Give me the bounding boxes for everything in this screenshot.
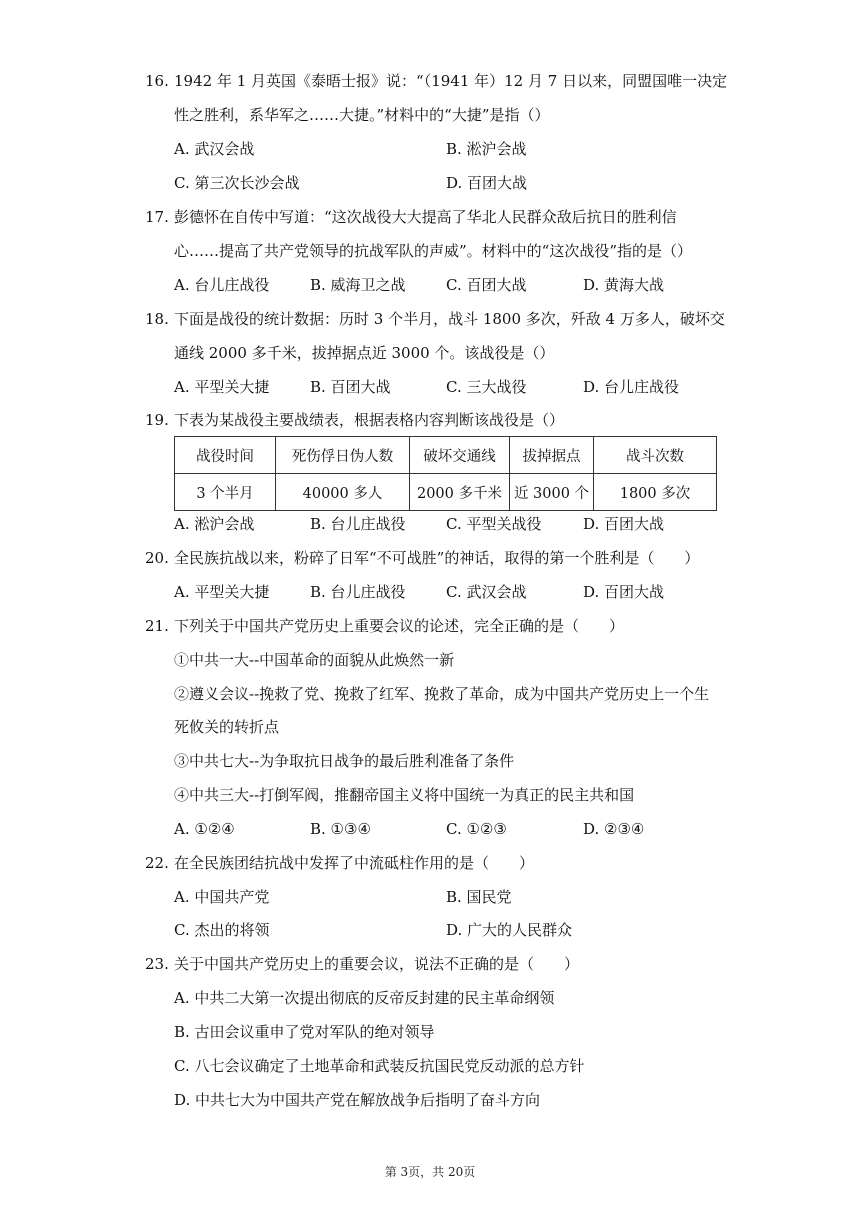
table-header-cell: 死伤俘日伪人数 [276, 437, 410, 474]
question-number: 16. [145, 72, 169, 90]
option-c[interactable]: C. 武汉会战 [446, 583, 527, 601]
option-b[interactable]: B. 台儿庄战役 [310, 515, 406, 533]
option-c[interactable]: C. 平型关战役 [446, 515, 542, 533]
option-a[interactable]: A. 台儿庄战役 [174, 276, 270, 294]
option-d[interactable]: D. 百团大战 [446, 174, 528, 192]
option-c[interactable]: C. 杰出的将领 [174, 921, 270, 939]
statement-item: ③中共七大--为争取抗日战争的最后胜利准备了条件 [174, 752, 515, 770]
battle-stats-table [174, 436, 717, 511]
option-b[interactable]: B. 百团大战 [310, 378, 391, 396]
option-d[interactable]: D. ②③④ [583, 820, 645, 838]
question-text: 全民族抗战以来，粉碎了日军“不可战胜”的神话，取得的第一个胜利是（ ） [174, 549, 700, 567]
option-b[interactable]: B. 威海卫之战 [310, 276, 406, 294]
table-header-cell: 战役时间 [175, 437, 276, 474]
option-d[interactable]: D. 黄海大战 [583, 276, 665, 294]
question-text: 彭德怀在自传中写道：“这次战役大大提高了华北人民群众敌后抗日的胜利信 [174, 208, 677, 226]
question-text: 通线 2000 多千米，拔掉据点近 3000 个。该战役是（） [174, 344, 555, 362]
question-number: 19. [145, 411, 169, 429]
question-text: 在全民族团结抗战中发挥了中流砥柱作用的是（ ） [174, 854, 535, 872]
option-b[interactable]: B. 台儿庄战役 [310, 583, 406, 601]
page-number-footer: 第 3页，共 20页 [384, 1165, 476, 1179]
table-row [175, 474, 717, 511]
option-d[interactable]: D. 百团大战 [583, 583, 665, 601]
statement-item: 死攸关的转折点 [174, 718, 280, 736]
statement-item: ②遵义会议--挽救了党、挽救了红军、挽救了革命，成为中国共产党历史上一个生 [174, 685, 710, 703]
option-b[interactable]: B. ①③④ [310, 820, 371, 838]
table-cell: 近 3000 个 [510, 474, 594, 511]
option-a[interactable]: A. ①②④ [174, 820, 235, 838]
table-header-cell: 战斗次数 [594, 437, 717, 474]
option-c[interactable]: C. 三大战役 [446, 378, 527, 396]
option-a[interactable]: A. 平型关大捷 [174, 378, 270, 396]
option-c[interactable]: C. 第三次长沙会战 [174, 174, 300, 192]
option-a[interactable]: A. 中共二大第一次提出彻底的反帝反封建的民主革命纲领 [174, 989, 555, 1007]
option-c[interactable]: C. 百团大战 [446, 276, 527, 294]
question-number: 22. [145, 854, 169, 872]
option-b[interactable]: B. 古田会议重申了党对军队的绝对领导 [174, 1023, 435, 1041]
option-b[interactable]: B. 国民党 [446, 888, 512, 906]
option-c[interactable]: C. 八七会议确定了土地革命和武装反抗国民党反动派的总方针 [174, 1057, 585, 1075]
table-header-row [175, 437, 717, 474]
statement-item: ④中共三大--打倒军阀，推翻帝国主义将中国统一为真正的民主共和国 [174, 786, 635, 804]
question-text: 下列关于中国共产党历史上重要会议的论述，完全正确的是（ ） [174, 617, 625, 635]
option-d[interactable]: D. 台儿庄战役 [583, 378, 680, 396]
option-d[interactable]: D. 广大的人民群众 [446, 921, 573, 939]
option-d[interactable]: D. 中共七大为中国共产党在解放战争后指明了奋斗方向 [174, 1091, 541, 1109]
question-text: 关于中国共产党历史上的重要会议，说法不正确的是（ ） [174, 955, 580, 973]
question-number: 18. [145, 310, 169, 328]
statement-item: ①中共一大--中国革命的面貌从此焕然一新 [174, 651, 455, 669]
question-text: 下表为某战役主要战绩表，根据表格内容判断该战役是（） [174, 411, 565, 429]
table-cell: 2000 多千米 [410, 474, 510, 511]
table-header-cell: 拔掉据点 [510, 437, 594, 474]
option-a[interactable]: A. 中国共产党 [174, 888, 270, 906]
table-header-cell: 破坏交通线 [410, 437, 510, 474]
question-text: 性之胜利，系华军之……大捷。”材料中的“大捷”是指（） [174, 106, 550, 124]
table-cell: 1800 多次 [594, 474, 717, 511]
question-number: 23. [145, 955, 169, 973]
option-d[interactable]: D. 百团大战 [583, 515, 665, 533]
question-text: 1942 年 1 月英国《泰晤士报》说：“（1941 年）12 月 7 日以来，同盟国唯一决定 [174, 72, 728, 90]
question-number: 21. [145, 617, 169, 635]
table-cell: 40000 多人 [276, 474, 410, 511]
option-a[interactable]: A. 武汉会战 [174, 140, 255, 158]
option-a[interactable]: A. 平型关大捷 [174, 583, 270, 601]
option-c[interactable]: C. ①②③ [446, 820, 507, 838]
option-a[interactable]: A. 淞沪会战 [174, 515, 255, 533]
question-number: 20. [145, 549, 169, 567]
table-cell: 3 个半月 [175, 474, 276, 511]
question-text: 下面是战役的统计数据：历时 3 个半月，战斗 1800 多次，歼敌 4 万多人，破坏交 [174, 310, 725, 328]
question-text: 心……提高了共产党领导的抗战军队的声威”。材料中的“这次战役”指的是（） [174, 242, 693, 260]
option-b[interactable]: B. 淞沪会战 [446, 140, 527, 158]
question-number: 17. [145, 208, 169, 226]
